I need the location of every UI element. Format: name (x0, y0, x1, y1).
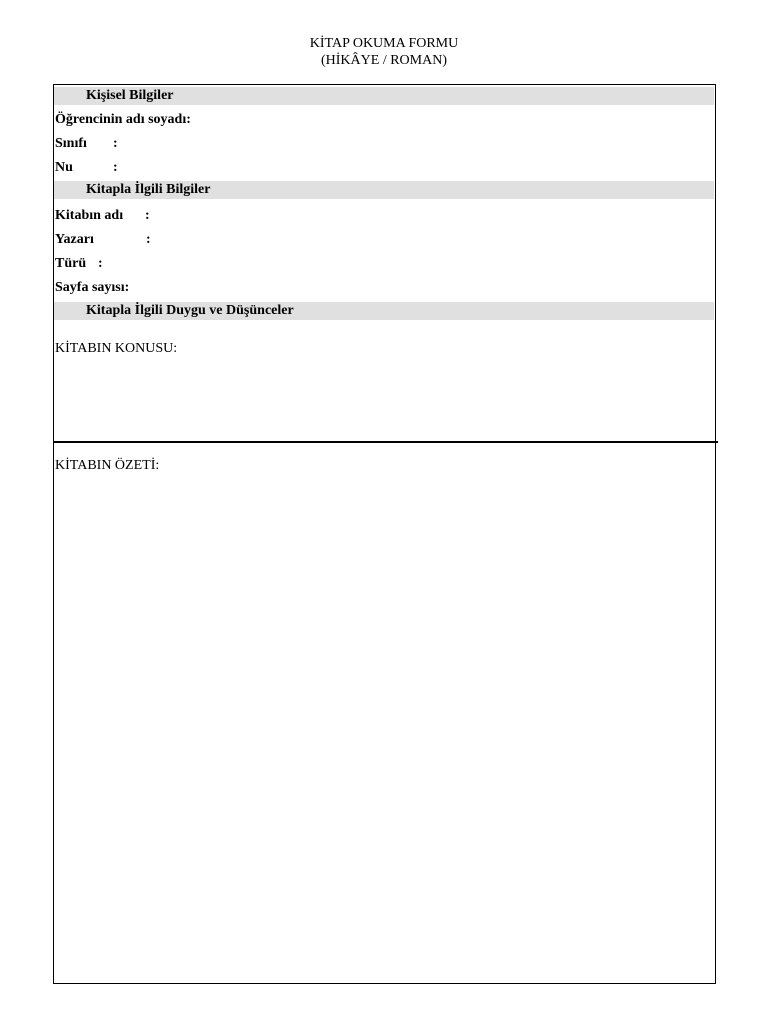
type-row (55, 255, 103, 273)
type-colon: : (98, 256, 103, 271)
section-thoughts-heading: Kitapla İlgili Duygu ve Düşünceler (86, 303, 294, 318)
author-colon: : (146, 232, 151, 247)
class-colon: : (113, 136, 118, 151)
book-topic-label: KİTABIN KONUSU: (55, 341, 178, 356)
author-label: Yazarı (55, 232, 94, 247)
form-title: KİTAP OKUMA FORMU (309, 36, 459, 51)
book-summary-label: KİTABIN ÖZETİ: (55, 458, 160, 473)
student-name-row (55, 111, 191, 129)
author-row (55, 231, 151, 249)
section-personal-info (54, 87, 714, 105)
number-label: Nu (55, 160, 73, 175)
form-frame (53, 84, 716, 984)
student-name-label: Öğrencinin adı soyadı: (55, 112, 191, 127)
type-label: Türü (55, 256, 87, 271)
page-count-label: Sayfa sayısı: (55, 280, 130, 295)
section-book-heading: Kitapla İlgili Bilgiler (86, 182, 211, 197)
book-name-row (55, 207, 150, 225)
number-row (55, 159, 118, 177)
section-book-info (54, 181, 714, 199)
number-colon: : (113, 160, 118, 175)
page-count-row (55, 279, 129, 297)
section-divider (54, 441, 718, 443)
form-subtitle: (HİKÂYE / ROMAN) (321, 53, 447, 68)
section-personal-heading: Kişisel Bilgiler (86, 88, 174, 103)
class-label: Sınıfı (55, 136, 87, 151)
section-thoughts (54, 302, 714, 320)
book-name-colon: : (145, 208, 150, 223)
book-name-label: Kitabın adı (55, 208, 124, 223)
class-row (55, 135, 118, 153)
